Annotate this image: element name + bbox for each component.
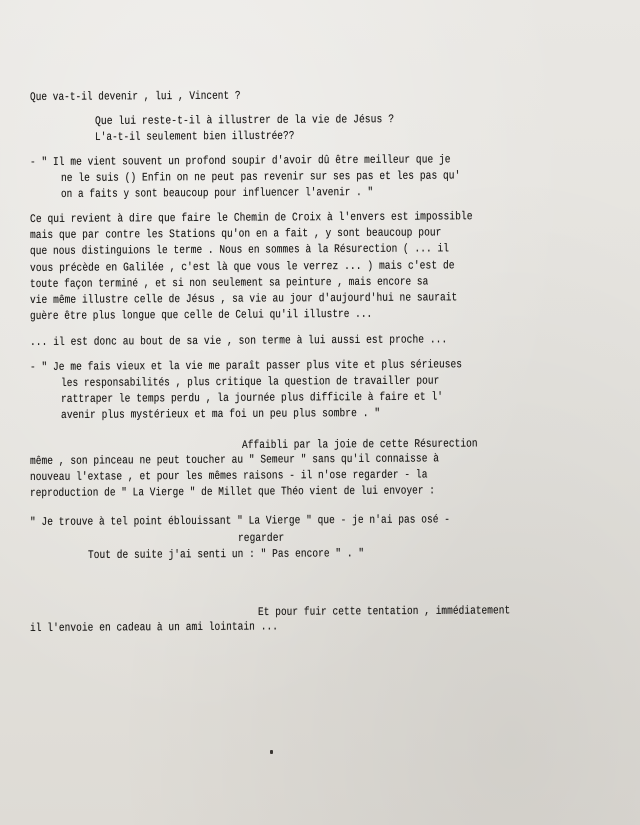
text-line: toute façon terminé , et si non seulement sa peinture , mais encore sa bbox=[29, 275, 429, 291]
text-line: vous précède en Galilée , c'est là que vous le verrez ... ) mais c'est de bbox=[29, 259, 455, 275]
text-line: mais que par contre les Stations qu'on en a fait , y sont beaucoup pour bbox=[29, 226, 442, 242]
text-line: - " Je me fais vieux et la vie me paraît passer plus vite et plus sérieuses bbox=[29, 358, 463, 374]
text-line: Et pour fuir cette tentation , immédiatement bbox=[257, 604, 511, 619]
text-line: avenir plus mystérieux et ma foi un peu plus sombre . " bbox=[60, 406, 381, 422]
text-line: L'a-t-il seulement bien illustrée?? bbox=[94, 129, 295, 144]
text-line: Que va-t-il devenir , lui , Vincent ? bbox=[29, 89, 241, 104]
text-line: rattraper le temps perdu , la journée plus difficile à faire et l' bbox=[60, 390, 444, 406]
text-line: on a faits y sont beaucoup pour influencer l'avenir . " bbox=[60, 185, 374, 201]
ink-speck bbox=[270, 750, 273, 754]
text-line: ne le suis () Enfin on ne peut pas revenir sur ses pas et les pas qu' bbox=[60, 169, 461, 185]
text-line: regarder bbox=[237, 531, 285, 545]
text-line: ... il est donc au bout de sa vie , son terme à lui aussi est proche ... bbox=[29, 333, 448, 349]
text-line: Que lui reste-t-il à illustrer de la vie de Jésus ? bbox=[94, 113, 395, 128]
text-line: que nous distinguions le terme . Nous en sommes à la Résurection ( ... il bbox=[29, 242, 449, 258]
text-line: les responsabilités , plus critique la question de travailler pour bbox=[60, 374, 440, 390]
text-line: guère être plus longue que celle de Celui qu'il illustre ... bbox=[29, 307, 373, 323]
text-line: " Je trouve à tel point éblouissant " La Vierge " que - je n'ai pas osé - bbox=[29, 513, 451, 529]
text-line: même , son pinceau ne peut toucher au " Semeur " sans qu'il connaisse à bbox=[29, 452, 439, 468]
text-line: Ce qui revient à dire que faire le Chemin de Croix à l'envers est impossible bbox=[29, 210, 473, 226]
text-line: Affaibli par la joie de cette Résurection bbox=[241, 437, 478, 452]
text-line: Tout de suite j'ai senti un : " Pas encore " . " bbox=[87, 547, 365, 562]
text-line: - " Il me vient souvent un profond soupir d'avoir dû être meilleur que je bbox=[29, 153, 451, 169]
text-line: il l'envoie en cadeau à un ami lointain ... bbox=[29, 620, 279, 635]
text-line: vie même illustre celle de Jésus , sa vie au jour d'aujourd'hui ne saurait bbox=[29, 291, 458, 307]
text-line: reproduction de " La Vierge " de Millet que Théo vient de lui envoyer : bbox=[29, 484, 436, 500]
text-line: nouveau l'extase , et pour les mêmes raisons - il n'ose regarder - la bbox=[29, 468, 428, 484]
